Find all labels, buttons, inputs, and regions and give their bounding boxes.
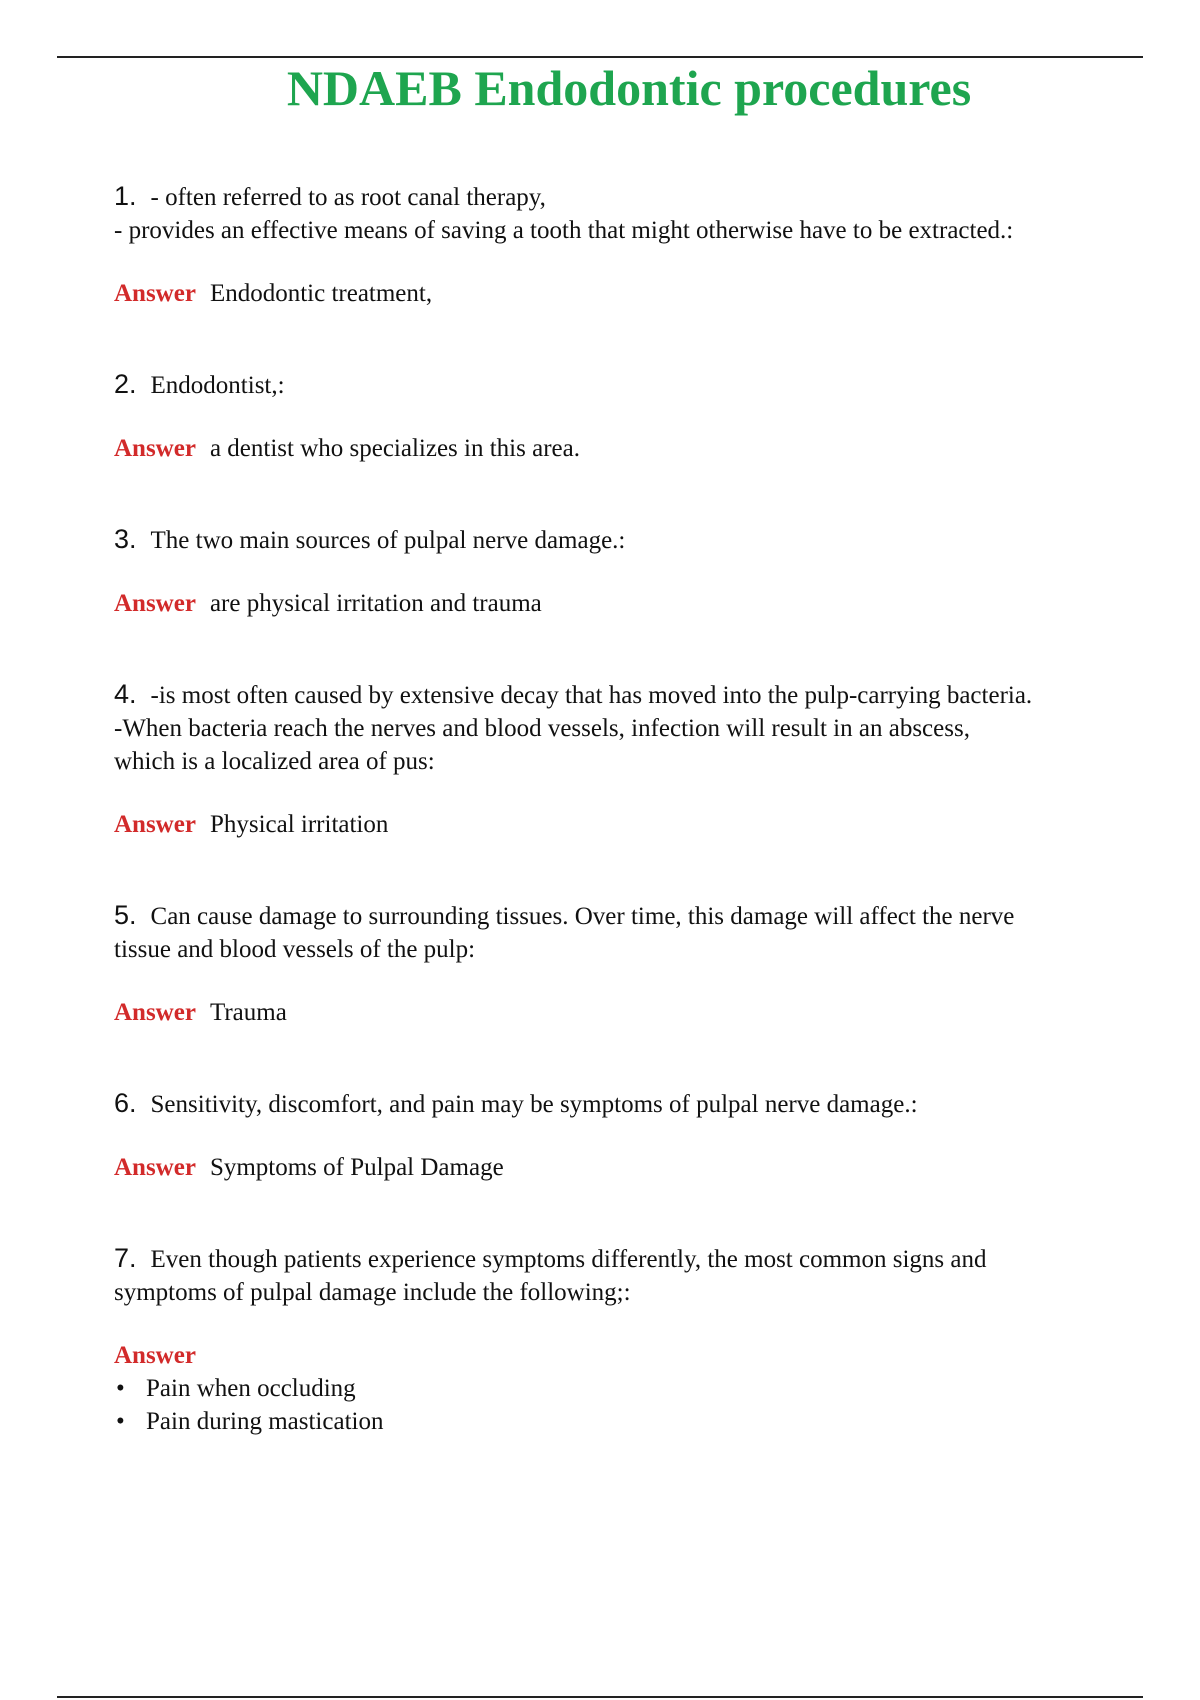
answer-text: a dentist who specializes in this area. — [209, 435, 580, 462]
question-number: 2. — [114, 369, 137, 399]
qa-item — [114, 180, 1154, 310]
question-number: 4. — [114, 679, 137, 709]
qa-list — [114, 180, 1154, 1496]
question-number: 5. — [114, 900, 137, 930]
answer-label: Answer — [114, 1342, 196, 1369]
answer — [114, 808, 1154, 841]
question-number: 3. — [114, 524, 137, 554]
qa-item — [114, 899, 1154, 1029]
question-line: Endodontist,: — [150, 372, 285, 399]
answer — [114, 587, 1154, 620]
question-text — [114, 1087, 1154, 1121]
answer-text: Endodontic treatment, — [209, 280, 433, 307]
answer-bullet: • Pain during mastication — [114, 1405, 1154, 1438]
answer-label: Answer — [114, 811, 196, 838]
question-line: - provides an effective means of saving a tooth that might otherwise have to be extracted.: — [114, 217, 1014, 244]
question-line: Can cause damage to surrounding tissues. Over time, this damage will affect the nerve — [150, 903, 1015, 930]
answer — [114, 1151, 1154, 1184]
question-line: The two main sources of pulpal nerve damage.: — [150, 527, 626, 554]
answer-text: Symptoms of Pulpal Damage — [209, 1154, 504, 1181]
answer — [114, 277, 1154, 310]
bottom-rule — [57, 1696, 1143, 1698]
question-line: - often referred to as root canal therapy, — [150, 184, 546, 211]
qa-item — [114, 1087, 1154, 1184]
qa-item — [114, 1242, 1154, 1438]
question-line: which is a localized area of pus: — [114, 748, 435, 775]
answer — [114, 996, 1154, 1029]
answer-bullet: • Pain when occluding — [114, 1372, 1154, 1405]
question-text — [114, 180, 1154, 247]
qa-item — [114, 523, 1154, 620]
question-number: 6. — [114, 1088, 137, 1118]
question-line: -When bacteria reach the nerves and blood vessels, infection will result in an abscess, — [114, 715, 970, 742]
qa-item — [114, 678, 1154, 841]
answer-label: Answer — [114, 1154, 196, 1181]
question-line: Even though patients experience symptoms differently, the most common signs and — [150, 1246, 987, 1273]
answer-text: Trauma — [209, 999, 287, 1026]
question-text — [114, 899, 1154, 966]
question-number: 7. — [114, 1243, 137, 1273]
answer-text: are physical irritation and trauma — [209, 590, 542, 617]
answer-label: Answer — [114, 999, 196, 1026]
question-text — [114, 1242, 1154, 1309]
answer-text: Physical irritation — [209, 811, 389, 838]
question-line: tissue and blood vessels of the pulp: — [114, 936, 476, 963]
question-text — [114, 678, 1154, 778]
answer-bullet-list — [114, 1372, 1154, 1438]
question-line: symptoms of pulpal damage include the following;: — [114, 1279, 631, 1306]
question-text — [114, 523, 1154, 557]
answer — [114, 432, 1154, 465]
question-line: -is most often caused by extensive decay that has moved into the pulp-carrying bacteria. — [150, 682, 1033, 709]
qa-item — [114, 368, 1154, 465]
question-line: Sensitivity, discomfort, and pain may be symptoms of pulpal nerve damage.: — [150, 1091, 918, 1118]
question-text — [114, 368, 1154, 402]
answer-label: Answer — [114, 590, 196, 617]
page-title: NDAEB Endodontic procedures — [286, 60, 972, 116]
answer-label: Answer — [114, 435, 196, 462]
answer — [114, 1339, 1154, 1438]
question-number: 1. — [114, 181, 137, 211]
answer-label: Answer — [114, 280, 196, 307]
